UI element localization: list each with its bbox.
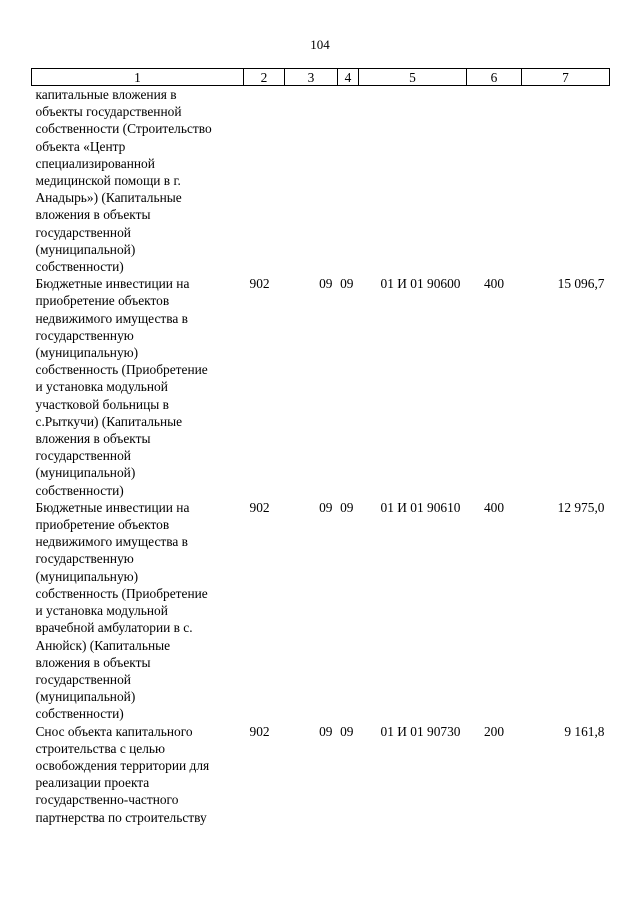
row-description — [32, 723, 244, 826]
cell-rz: 09 — [319, 499, 333, 515]
text-line: собственности (Строительство — [35, 121, 212, 137]
table-row — [32, 275, 610, 499]
text-line: собственности) — [35, 259, 124, 275]
cell-sum: 12 975,0 — [557, 499, 605, 515]
text-line: вложения в объекты — [35, 431, 151, 447]
text-line: врачебной амбулатории в с. — [35, 620, 193, 636]
cell-vr — [467, 86, 522, 276]
text-line: государственную — [35, 327, 134, 343]
text-line: партнерства по строительству — [35, 809, 207, 825]
text-line: Анюйск) (Капитальные — [35, 637, 171, 653]
text-line: (муниципальной) — [35, 689, 136, 705]
text-line: капитальные вложения в — [35, 87, 177, 102]
text-line: и установка модульной — [35, 603, 168, 619]
cell-rz — [285, 86, 338, 276]
text-line: недвижимого имущества в — [35, 534, 189, 550]
cell-pr: 09 — [340, 499, 354, 515]
cell-vr: 200 — [483, 723, 505, 739]
text-line: участковой больницы в — [35, 396, 169, 412]
cell-gr — [244, 86, 285, 276]
text-line: Снос объекта капитального — [35, 723, 193, 739]
text-line: Анадырь») (Капитальные — [35, 190, 182, 206]
text-line: приобретение объектов — [35, 293, 170, 309]
table-header-row — [32, 69, 610, 86]
text-line: государственной — [35, 448, 131, 464]
text-line: вложения в объекты — [35, 207, 151, 223]
table-row — [32, 86, 610, 276]
cell-gr: 902 — [249, 276, 270, 292]
text-line: (муниципальной) — [35, 465, 136, 481]
column-header-1: 1 — [32, 69, 244, 86]
text-line: государственно-частного — [35, 792, 179, 808]
table-body — [32, 86, 610, 826]
text-line: собственности) — [35, 482, 124, 498]
cell-sum: 9 161,8 — [564, 723, 605, 739]
row-description — [32, 86, 244, 276]
column-header-4: 4 — [338, 69, 359, 86]
text-line: недвижимого имущества в — [35, 310, 189, 326]
row-description — [32, 275, 244, 499]
cell-gr: 902 — [249, 723, 270, 739]
text-line: (муниципальной) — [35, 241, 136, 257]
row-description — [32, 499, 244, 723]
text-line: государственной — [35, 671, 131, 687]
text-line: Бюджетные инвестиции на — [35, 276, 190, 292]
column-header-6: 6 — [467, 69, 522, 86]
cell-rz: 09 — [319, 723, 333, 739]
text-line: с.Рыткучи) (Капитальные — [35, 413, 183, 429]
text-line: вложения в объекты — [35, 654, 151, 670]
cell-csr: 01 И 01 90600 — [380, 276, 461, 292]
budget-table — [31, 68, 610, 826]
column-header-7: 7 — [522, 69, 610, 86]
text-line: и установка модульной — [35, 379, 168, 395]
text-line: специализированной — [35, 155, 155, 171]
text-line: объекта «Центр — [35, 138, 126, 154]
column-header-5: 5 — [359, 69, 467, 86]
column-header-2: 2 — [244, 69, 285, 86]
cell-pr — [338, 86, 359, 276]
text-line: государственной — [35, 224, 131, 240]
text-line: государственную — [35, 551, 134, 567]
cell-csr — [359, 86, 467, 276]
page-number: 104 — [310, 37, 330, 52]
cell-rz: 09 — [319, 276, 333, 292]
text-line: освобождения территории для — [35, 757, 210, 773]
text-line: (муниципальную) — [35, 345, 139, 361]
text-line: собственность (Приобретение — [35, 362, 208, 378]
cell-vr: 400 — [483, 276, 505, 292]
cell-csr: 01 И 01 90610 — [380, 499, 461, 515]
text-line: приобретение объектов — [35, 517, 170, 533]
column-header-3: 3 — [285, 69, 338, 86]
text-line: (муниципальную) — [35, 568, 139, 584]
text-line: медицинской помощи в г. — [35, 173, 181, 189]
cell-gr: 902 — [249, 499, 270, 515]
text-line: объекты государственной — [35, 104, 182, 120]
table-row — [32, 499, 610, 723]
cell-sum — [522, 86, 610, 276]
cell-pr: 09 — [340, 276, 354, 292]
cell-pr: 09 — [340, 723, 354, 739]
cell-csr: 01 И 01 90730 — [380, 723, 461, 739]
text-line: собственности) — [35, 706, 124, 722]
cell-vr: 400 — [483, 499, 505, 515]
table-row — [32, 723, 610, 826]
cell-sum: 15 096,7 — [557, 276, 605, 292]
text-line: реализации проекта — [35, 775, 150, 791]
text-line: строительства с целью — [35, 740, 166, 756]
text-line: Бюджетные инвестиции на — [35, 499, 190, 515]
text-line: собственность (Приобретение — [35, 585, 208, 601]
